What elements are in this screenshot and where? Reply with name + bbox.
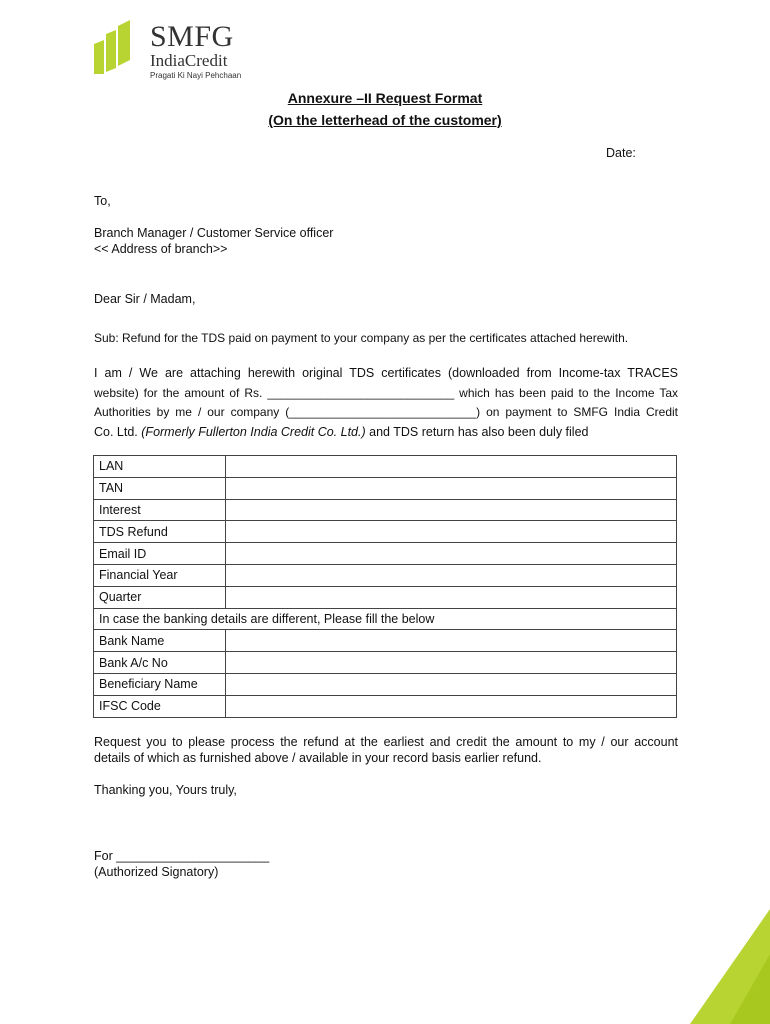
row-label-financial-year: Financial Year xyxy=(94,564,226,586)
salutation: Dear Sir / Madam, xyxy=(94,292,196,306)
row-label-tds-refund: TDS Refund xyxy=(94,521,226,543)
branch-address-line: << Address of branch>> xyxy=(94,242,228,256)
ifsc-value-field[interactable] xyxy=(226,695,677,717)
bank-name-value-field[interactable] xyxy=(226,630,677,652)
row-label-interest: Interest xyxy=(94,499,226,521)
table-row xyxy=(94,521,677,543)
table-row xyxy=(94,586,677,608)
banking-note: In case the banking details are different, Please fill the below xyxy=(94,608,677,630)
quarter-value-field[interactable] xyxy=(226,586,677,608)
body-line-4-end: and TDS return has also been duly filed xyxy=(369,424,589,439)
row-label-lan: LAN xyxy=(94,456,226,478)
subject-line: Sub: Refund for the TDS paid on payment to your company as per the certificates attached herewith. xyxy=(94,331,629,345)
row-label-bank-name: Bank Name xyxy=(94,630,226,652)
authorized-signatory: (Authorized Signatory) xyxy=(94,865,219,879)
request-line-2: details of which as furnished above / available in your record basis earlier refund. xyxy=(94,751,542,765)
corner-accent-icon xyxy=(690,909,770,1024)
body-line-4 xyxy=(94,423,678,443)
row-label-beneficiary: Beneficiary Name xyxy=(94,673,226,695)
interest-value-field[interactable] xyxy=(226,499,677,521)
table-row xyxy=(94,608,677,630)
row-label-ifsc: IFSC Code xyxy=(94,695,226,717)
for-signature-line: For ______________________ xyxy=(94,849,270,863)
table-row xyxy=(94,477,677,499)
row-label-bank-account: Bank A/c No xyxy=(94,652,226,674)
document-title: Annexure –II Request Format xyxy=(287,90,483,106)
details-table xyxy=(93,455,677,718)
lan-value-field[interactable] xyxy=(226,456,677,478)
former-name-text: (Formerly Fullerton India Credit Co. Ltd.) xyxy=(141,424,366,439)
brand-subname: IndiaCredit xyxy=(150,51,228,70)
row-label-quarter: Quarter xyxy=(94,586,226,608)
beneficiary-value-field[interactable] xyxy=(226,673,677,695)
brand-name: SMFG xyxy=(150,20,234,53)
body-line-4-start: Co. Ltd. xyxy=(94,424,138,439)
email-value-field[interactable] xyxy=(226,543,677,565)
body-line-3: Authorities by me / our company (____________________________) on payment to SMFG India Credit xyxy=(94,405,678,419)
row-label-tan: TAN xyxy=(94,477,226,499)
table-row xyxy=(94,543,677,565)
table-row xyxy=(94,695,677,717)
table-row xyxy=(94,630,677,652)
row-label-email: Email ID xyxy=(94,543,226,565)
bank-account-value-field[interactable] xyxy=(226,652,677,674)
document-subtitle: (On the letterhead of the customer) xyxy=(268,112,502,128)
brand-tagline: Pragati Ki Nayi Pehchaan xyxy=(150,71,242,80)
to-label: To, xyxy=(94,194,111,208)
financial-year-value-field[interactable] xyxy=(226,564,677,586)
body-paragraph xyxy=(94,364,678,442)
table-row xyxy=(94,564,677,586)
table-row xyxy=(94,499,677,521)
date-label: Date: xyxy=(606,146,636,160)
tan-value-field[interactable] xyxy=(226,477,677,499)
table-row xyxy=(94,673,677,695)
tds-refund-value-field[interactable] xyxy=(226,521,677,543)
recipient-line: Branch Manager / Customer Service officer xyxy=(94,226,334,240)
smfg-logo-icon xyxy=(90,20,134,76)
table-row xyxy=(94,652,677,674)
request-line-1: Request you to please process the refund at the earliest and credit the amount to my / our account xyxy=(94,735,678,749)
body-line-1: I am / We are attaching herewith original TDS certificates (downloaded from Income-tax TRACES xyxy=(94,366,678,380)
thanks-line: Thanking you, Yours truly, xyxy=(94,783,237,797)
table-row xyxy=(94,456,677,478)
body-line-2: website) for the amount of Rs. ____________________________ which has been paid to the Income Tax xyxy=(94,385,678,400)
